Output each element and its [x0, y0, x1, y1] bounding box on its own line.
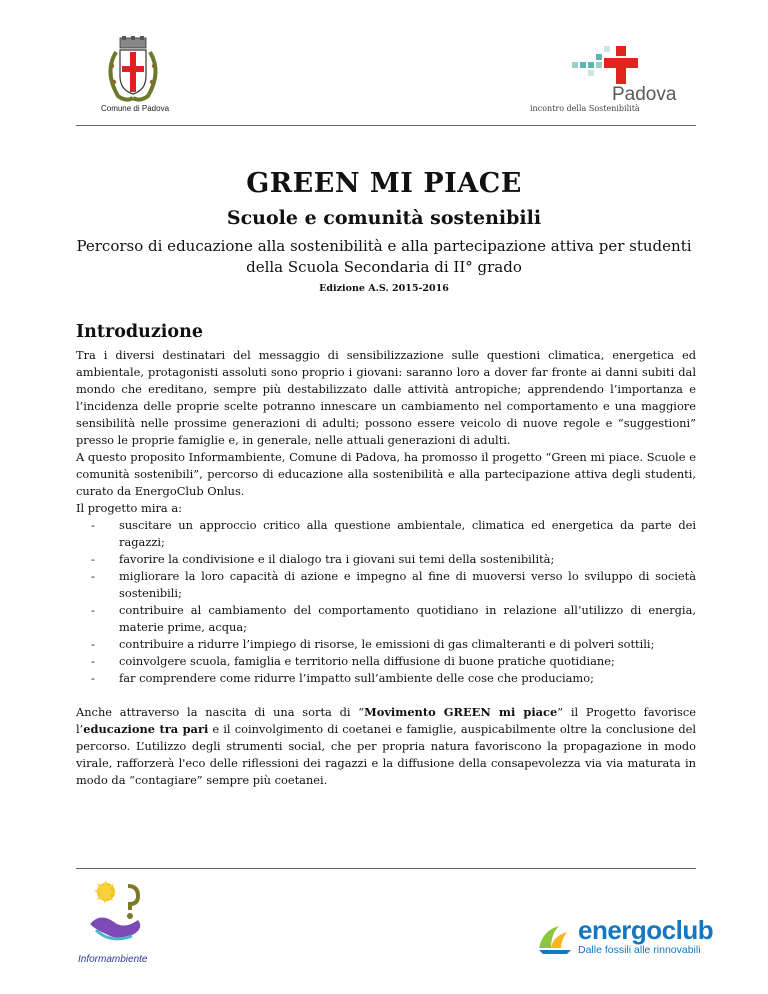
movement-name: Movimento GREEN mi piace	[364, 705, 558, 719]
list-item: - migliorare la loro capacità di azione e impegno al fine di muoversi verso lo sviluppo di società sostenibili;	[91, 569, 696, 600]
closing-paragraph: Anche attraverso la nascita di una sorta di “Movimento GREEN mi piace” il Progetto favorisce l’educazione tra pari e il coinvolgimento di coetanei e famiglie, auspicabilmente oltre la conclusione del percorso. L’utilizzo degli strumenti social, che per propria natura favoriscono la propagazione in modo virale, rafforzerà l'eco delle riflessioni dei ragazzi e la diffusione della consapevolezza via via maturata in modo da “contagiare” sempre più coetanei.	[76, 705, 697, 787]
list-item: - coinvolgere scuola, famiglia e territorio nella diffusione di buone pratiche quotidiane;	[91, 654, 615, 668]
introduction-body	[76, 347, 696, 789]
intro-paragraph: Tra i diversi destinatari del messaggio di sensibilizzazione sulle questioni climatica, energetica ed ambientale, protagonisti assoluti sono proprio i giovani: saranno loro a dover far fronte ai danni subiti dal mondo che ereditano, sempre più destabilizzato dalle attività antropiche; apprendendo l’importanza e l’incidenza delle proprie scelte potranno innescare un cambiamento nel comportamento e una maggiore sensibilità nelle prossime generazioni di adulti; possono essere veicolo di nuove regole e “suggestioni” presso le proprie famiglie e, in generale, nelle attuali generazioni di adulti.	[76, 348, 696, 447]
edition-label: Edizione A.S. 2015-2016	[319, 283, 449, 294]
footer-divider	[76, 868, 696, 869]
project-description: Percorso di educazione alla sostenibilità e alla partecipazione attiva per studenti della Scuola Secondaria di II° grado	[76, 237, 692, 276]
list-item: - contribuire a ridurre l’impiego di risorse, le emissioni di gas climalteranti e di polveri sottili;	[91, 637, 655, 651]
bullet-dash: -	[91, 552, 95, 566]
energoclub-wordmark: energoclub	[578, 915, 714, 945]
padova-tagline: incontro della Sostenibilità	[530, 104, 640, 113]
page-subtitle: Scuole e comunità sostenibili	[226, 207, 542, 229]
energoclub-tagline: Dalle fossili alle rinnovabili	[578, 944, 701, 956]
aims-lead: Il progetto mira a:	[76, 501, 182, 515]
padova-wordmark: Padova	[612, 84, 677, 105]
bullet-dash: -	[91, 637, 95, 651]
informambiente-label: Informambiente	[78, 954, 148, 965]
header-divider	[76, 125, 696, 126]
bullet-dash: -	[91, 518, 95, 532]
bullet-dash: -	[91, 654, 95, 668]
bullet-dash: -	[91, 569, 95, 583]
bullet-dash: -	[91, 671, 95, 685]
page-title: GREEN MI PIACE	[246, 168, 522, 199]
list-item: - favorire la condivisione e il dialogo tra i giovani sui temi della sostenibilità;	[91, 552, 555, 566]
peer-education-emphasis: educazione tra pari	[83, 722, 209, 736]
proposal-paragraph: A questo proposito Informambiente, Comune di Padova, ha promosso il progetto “Green mi piace. Scuole e comunità sostenibili”, percorso di educazione alla sostenibilità e alla partecipazione attiva degli studenti, curato da EnergoClub Onlus.	[76, 450, 696, 498]
list-item: - contribuire al cambiamento del comportamento quotidiano in relazione all’utilizzo di energia, materie prime, acqua;	[91, 603, 696, 634]
aims-list	[76, 517, 696, 687]
bullet-dash: -	[91, 603, 95, 617]
energoclub-logo-icon	[537, 918, 573, 954]
comune-label: Comune di Padova	[100, 104, 170, 113]
list-item: - suscitare un approccio critico alla questione ambientale, climatica ed energetica da parte dei ragazzi;	[91, 518, 696, 549]
section-heading: Introduzione	[76, 322, 203, 342]
list-item: - far comprendere come ridurre l’impatto sull’ambiente delle cose che produciamo;	[91, 671, 594, 685]
